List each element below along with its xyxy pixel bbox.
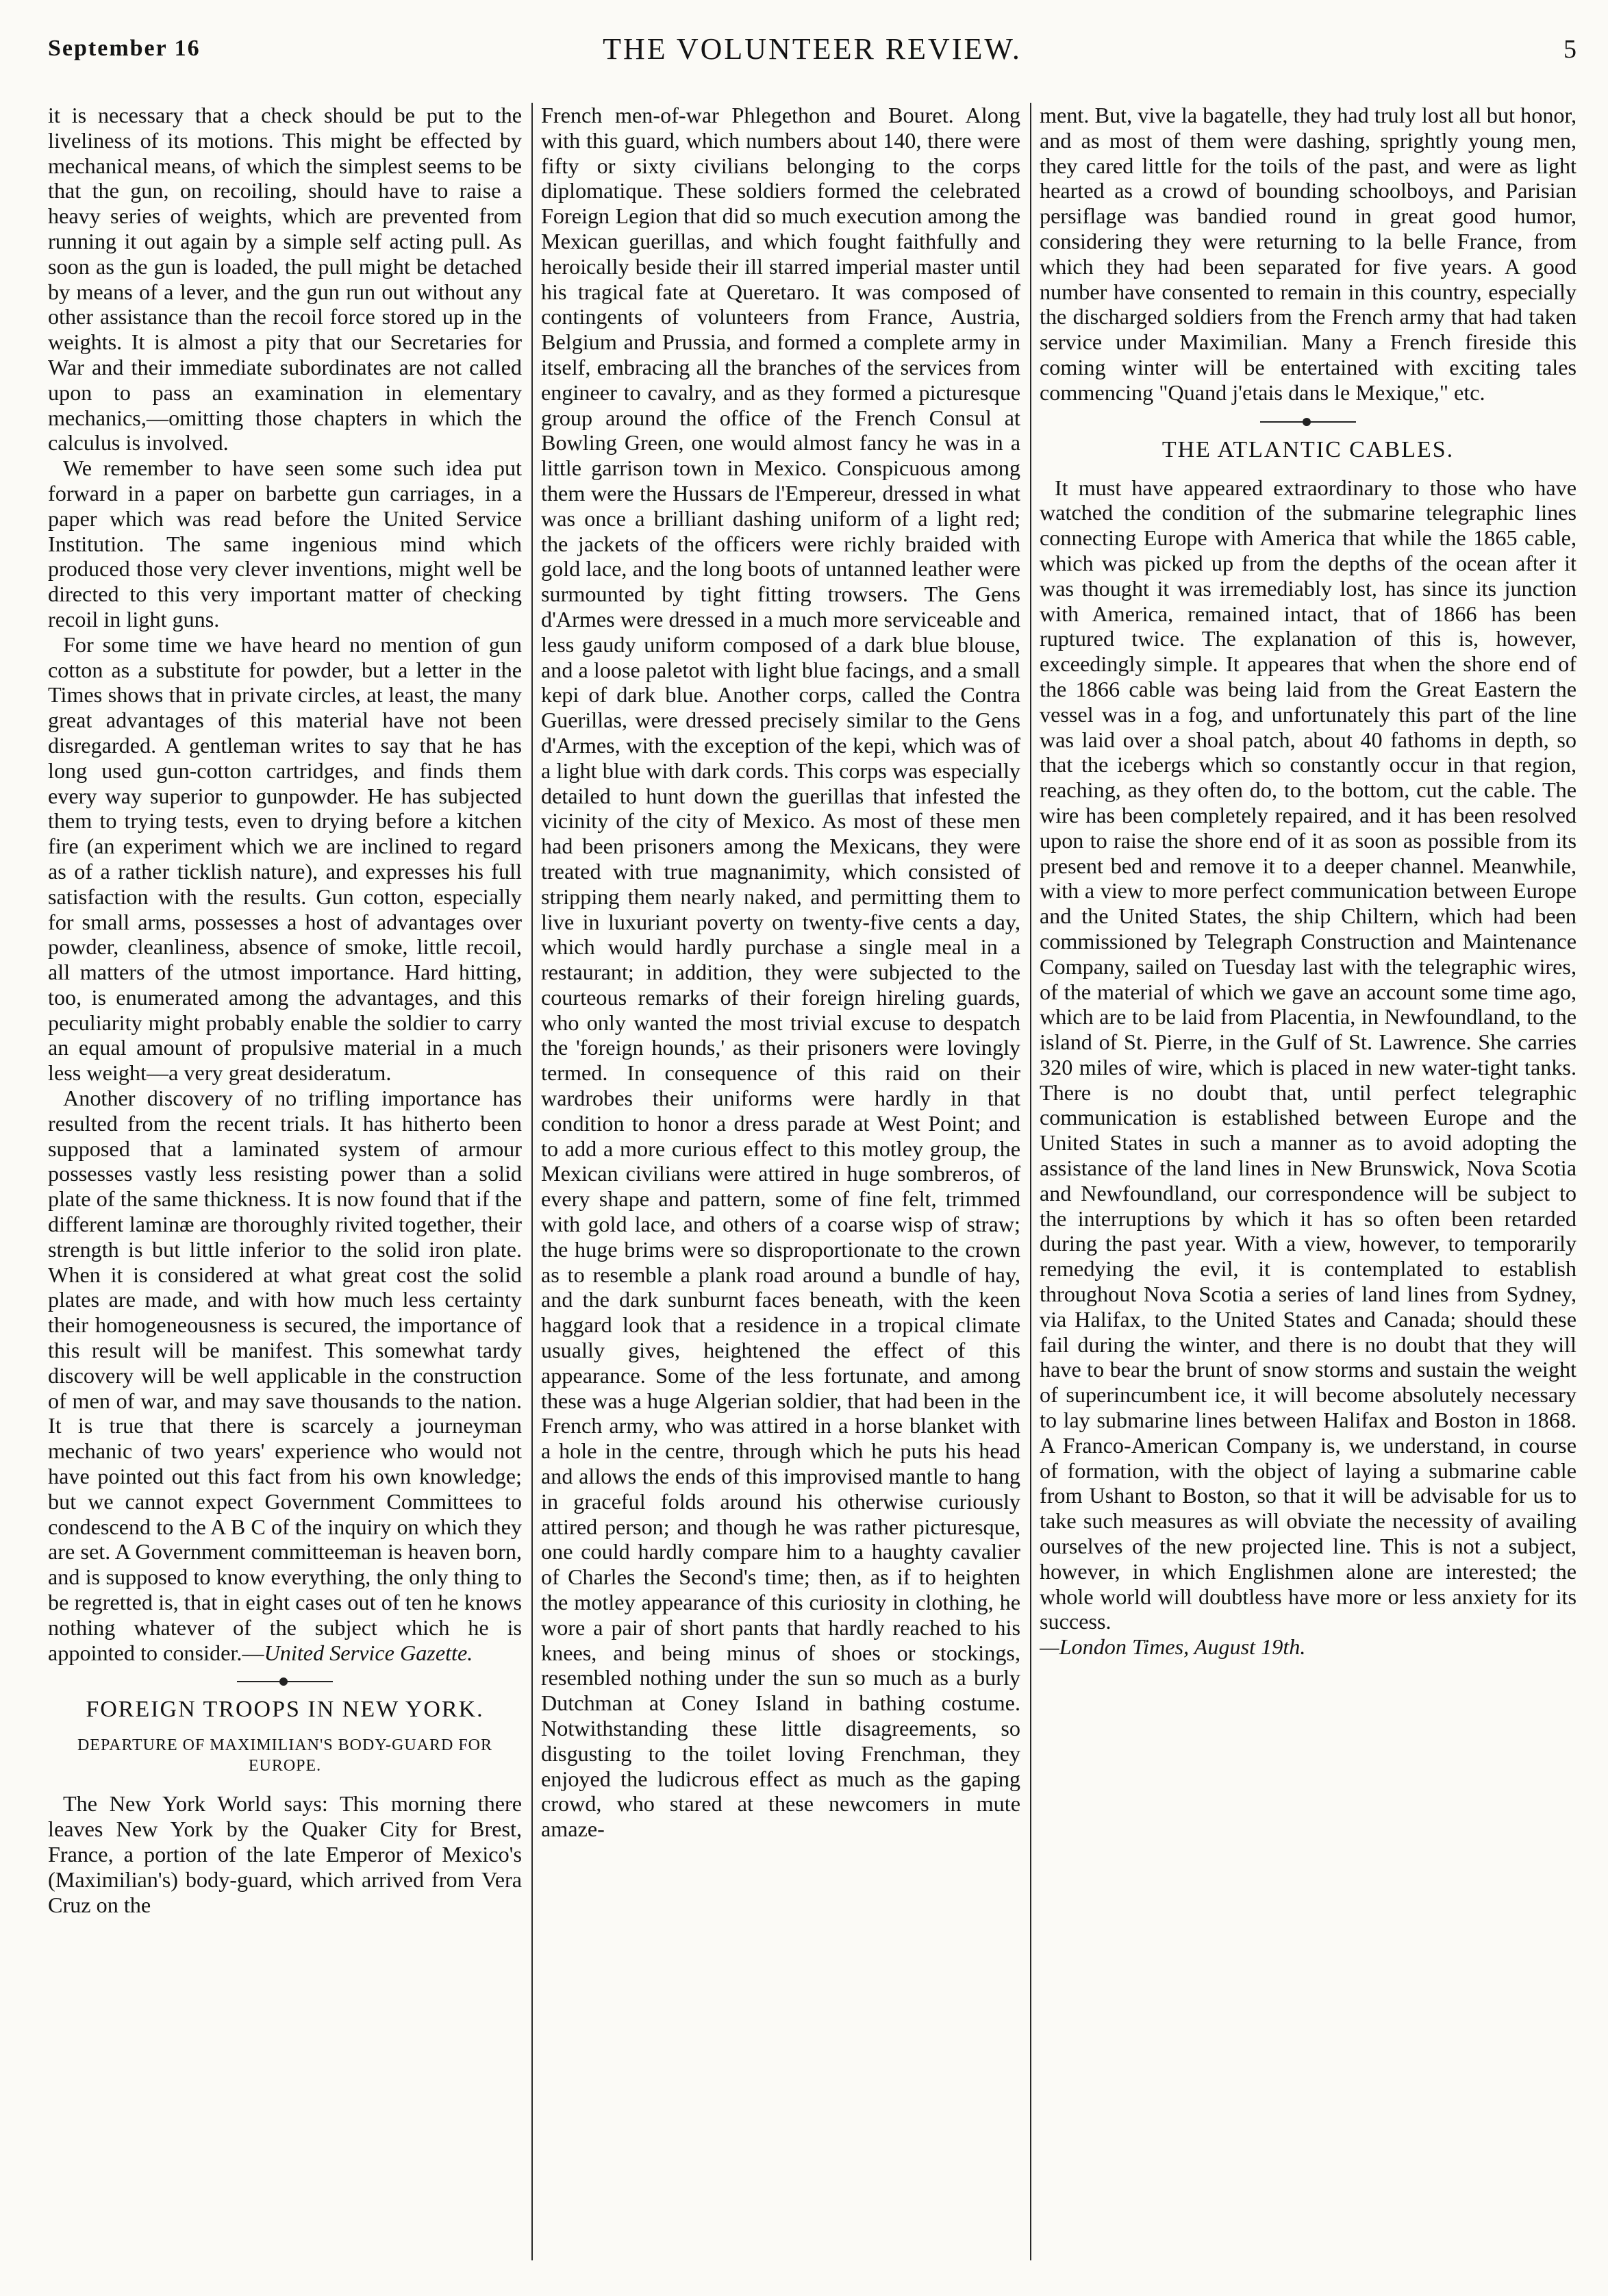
column-1 — [48, 103, 522, 2260]
column-3 — [1040, 103, 1576, 2260]
section-separator — [1260, 421, 1356, 423]
section-title: FOREIGN TROOPS IN NEW YORK. — [86, 1697, 484, 1723]
paragraph — [48, 1086, 522, 1665]
column-rule-1 — [531, 103, 533, 2260]
paragraph: We remember to have seen some such idea put forward in a paper on barbette gun carriages, in a paper which was read before the United Service Institution. The same ingenious mind which produced those very clever inventions, might well be directed to this very important matter of checking recoil in light guns. — [48, 456, 522, 632]
column-2 — [541, 103, 1020, 2260]
page-header — [48, 29, 1576, 77]
section-subtitle: DEPARTURE OF MAXIMILIAN'S BODY-GUARD FOR EUROPE. — [77, 1736, 493, 1775]
source-attribution: United Service Gazette. — [264, 1640, 473, 1665]
paragraph-text: Another discovery of no trifling importance has resulted from the recent trials. It has hitherto been supposed that a laminated system of armour possesses vastly less resisting power than a solid plate of the same thickness. It is now found that if the different laminæ are thoroughly rivited together, their strength is but little inferior to the solid iron plate. When it is considered at what great cost the solid plates are made, and with how much less certainty their homogeneousness is secured, the importance of this result will be manifest. This somewhat tardy discovery will be well applicable in the construction of men of war, and may save thousands to the nation. It is true that there is scarcely a journeyman mechanic of two years' experience who would not have pointed out this fact from his own knowledge; but we cannot expect Government Committees to condescend to the A B C of the inquiry on which they are set. A Government committeeman is heaven born, and is supposed to know everything, the only thing to be regretted is, that in eight cases out of ten he knows nothing whatever of the subject which he is appointed to consider.— — [48, 1086, 522, 1665]
paragraph: ment. But, vive la bagatelle, they had truly lost all but honor, and as most of them were dashing, sprightly young men, they cared little for the toils of the past, and were as light hearted as a crowd of bounding schoolboys, and Parisian persiflage was bandied round in great good humor, considering they were returning to la belle France, from which they had been separated for five years. A good number have consented to remain in this country, especially the discharged soldiers from the French army that had taken service under Maximilian. Many a French fireside this coming winter will be entertained with exciting tales commencing "Quand j'etais dans le Mexique," etc. — [1040, 103, 1576, 405]
paragraph: it is necessary that a check should be put to the liveliness of its motions. This might be effected by mechanical means, of which the simplest seems to be that the gun, on recoiling, should have to raise a heavy series of weights, which are prevented from running it out again by a simple self acting pull. As soon as the gun is loaded, the pull might be detached by means of a lever, and the gun run out without any other assistance than the recoil force stored up in the weights. It is almost a pity that our Secretaries for War and their immediate subordinates are not called upon to pass an examination in elementary mechanics,—omitting those chapters in which the calculus is involved. — [48, 103, 522, 456]
page-number: 5 — [1563, 35, 1576, 64]
paragraph: French men-of-war Phlegethon and Bouret. Along with this guard, which numbers about 140, there were fifty or sixty civilians belonging to the corps diplomatique. These soldiers formed the celebrated Foreign Legion that did so much execution among the Mexican guerillas, and which fought faithfully and heroically beside their ill starred imperial master until his tragical fate at Queretaro. It was composed of contingents of volunteers from France, Austria, Belgium and Prussia, and formed a complete army in itself, embracing all the branches of the services from engineer to cavalry, and as they formed a picturesque group around the office of the French Consul at Bowling Green, one would almost fancy he was in a little garrison town in Mexico. Conspicuous among them were the Hussars de l'Empereur, dressed in what was once a brilliant dashing uniform of a light red; the jackets of the officers were richly braided with gold lace, and the long boots of untanned leather were surmounted by tight fitting trowsers. The Gens d'Armes were dressed in a much more serviceable and less gaudy uniform composed of a dark blue blouse, and a loose paletot with light blue facings, and a small kepi of dark blue. Another corps, called the Contra Guerillas, were dressed precisely similar to the Gens d'Armes, with the exception of the kepi, which was of a light blue with dark cords. This corps was especially detailed to hunt down the guerillas that infested the vicinity of the city of Mexico. As most of these men had been prisoners among the Mexicans, they were treated with true magnanimity, which consisted of stripping them nearly naked, and permitting them to live in luxuriant poverty on twenty-five cents a day, which would hardly purchase a single meal in a restaurant; in addition, they were subjected to the courteous remarks of their foreign hireling guards, who only wanted the most trivial excuse to despatch the 'foreign hounds,' as their prisoners were lovingly termed. In consequence of this raid on their wardrobes their uniforms were hardly in that condition to honor a dress parade at West Point; and to add a more curious effect to this motley group, the Mexican civilians were attired in huge sombreros, of every shape and pattern, some of fine felt, trimmed with gold lace, and others of a coarse wisp of straw; the huge brims were so disproportionate to the crown as to resemble a plank road around a bundle of hay, and the dark sunburnt faces beneath, with the keen haggard look that a residence in a tropical climate usually gives, heightened the effect of this appearance. Some of the less fortunate, and among these was a huge Algerian soldier, that had been in the French army, who was attired in a horse blanket with a hole in the centre, through which he puts his head and allows the ends of this improvised mantle to hang in graceful folds around his otherwise curiously attired person; and though he was rather picturesque, one could hardly compare him to a haughty cavalier of Charles the Second's time; then, as if to heighten the motley appearance of this curiosity in clothing, he wore a pair of short pants that hardly reached to his knees, and being minus of shoes or stockings, resembled nothing under the sun so much as a burly Dutchman at Coney Island in bathing costume. Notwithstanding these little disagreements, so disgusting to the toilet loving Frenchman, they enjoyed the ludicrous effect as much as the gaping crowd, who stared at these newcomers in mute amaze- — [541, 103, 1020, 1842]
paragraph: The New York World says: This morning there leaves New York by the Quaker City for Brest, France, a portion of the late Emperor of Mexico's (Maximilian's) body-guard, which arrived from Vera Cruz on the — [48, 1791, 522, 1917]
header-date: September 16 — [48, 36, 201, 61]
section-separator — [237, 1680, 333, 1683]
column-rule-2 — [1030, 103, 1031, 2260]
source-attribution: —London Times, August 19th. — [1040, 1634, 1306, 1660]
paragraph: For some time we have heard no mention of gun cotton as a substitute for powder, but a letter in the Times shows that in private circles, at least, the many great advantages of this material have not been disregarded. A gentleman writes to say that he has long used gun-cotton cartridges, and finds them every way superior to gunpowder. He has subjected them to trying tests, even to drying before a kitchen fire (an experiment which we are inclined to regard as of a rather ticklish nature), and expresses his full satisfaction with the results. Gun cotton, especially for small arms, possesses a host of advantages over powder, cleanliness, absence of smoke, little recoil, all matters of the utmost importance. Hard hitting, too, is enumerated among the advantages, and this peculiarity might probably enable the soldier to carry an equal amount of propulsive material in a much less weight—a very great desideratum. — [48, 632, 522, 1086]
section-title: THE ATLANTIC CABLES. — [1161, 436, 1455, 462]
newspaper-title: THE VOLUNTEER REVIEW. — [603, 32, 1022, 66]
paragraph: It must have appeared extraordinary to those who have watched the condition of the submarine telegraphic lines connecting Europe with America that while the 1865 cable, which was picked up from the depths of the ocean after it was thought it was irremediably lost, has since its junction with America, remained intact, that of 1866 has been ruptured twice. The explanation of this is, however, exceedingly simple. It appeares that when the shore end of the 1866 cable was being laid from the Great Eastern the vessel was in a fog, and unfortunately this part of the line was laid over a shoal patch, about 40 fathoms in depth, so that the icebergs which so constantly occur in that region, reaching, as they often do, to the bottom, cut the cable. The wire has been completely repaired, and it has been resolved upon to raise the shore end of it as soon as possible from its present bed and remove it to a deeper channel. Meanwhile, with a view to more perfect communication between Europe and the United States, the ship Chiltern, which had been commissioned by Telegraph Construction and Maintenance Company, sailed on Tuesday last with the telegraphic wires, of the material of which we gave an account some time ago, which are to be laid from Placentia, in Newfoundland, to the island of St. Pierre, in the Gulf of St. Lawrence. She carries 320 miles of wire, which is placed in new water-tight tanks. There is no doubt that, until perfect telegraphic communication is established between Europe and the United States in such a manner as to avoid adopting the assistance of the land lines in New Brunswick, Nova Scotia and Newfoundland, our correspondence will be subject to the interruptions by which it has so often been retarded during the past year. With a view, however, to temporarily remedying the evil, it is contemplated to establish throughout Nova Scotia a series of land lines from Sydney, via Halifax, to the United States and Canada; should these fail during the winter, and there is no doubt that they will have to bear the brunt of snow storms and sustain the weight of superincumbent ice, it will become absolutely necessary to lay submarine lines between Halifax and Boston in 1868. A Franco-American Company is, we understand, in course of formation, with the object of laying a submarine cable from Ushant to Boston, so that it will be advisable for us to take such measures as will obviate the necessity of availing ourselves of the new projected line. This is not a subject, however, in which Englishmen alone are interested; the whole world will doubtless have more or less anxiety for its success. — [1040, 475, 1576, 1634]
